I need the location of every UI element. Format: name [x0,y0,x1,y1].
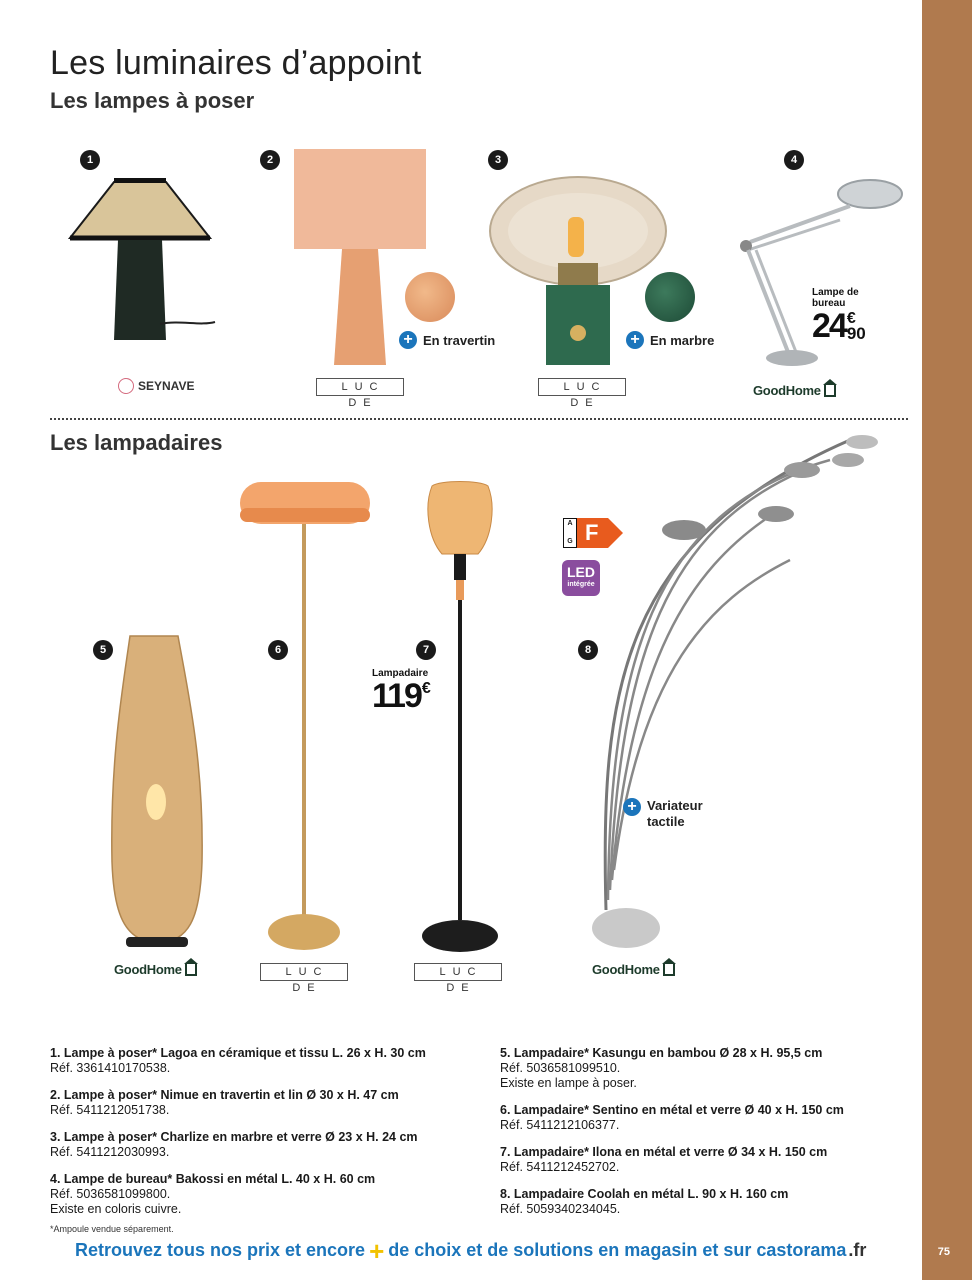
brand-logo-6: LUC DE [260,963,348,981]
goodhome-house-icon [824,385,836,397]
page-title: Les luminaires d’appoint [50,44,422,82]
goodhome-house-icon [663,964,675,976]
product-number-1: 1 [80,150,100,170]
description-item: 7. Lampadaire* Ilona en métal et verre Ø 34 x H. 150 cm Réf. 5411212452702. [500,1145,828,1174]
product-image-6[interactable] [238,478,372,954]
description-item: 2. Lampe à poser* Nimue en travertin et lin Ø 30 x H. 47 cm Réf. 5411212051738. [50,1088,399,1117]
brand-logo-3: LUC DE [538,378,626,396]
section-title-floor-lamps: Les lampadaires [50,430,223,455]
plus-icon: + [369,1235,385,1266]
brand-logo-2: LUC DE [316,378,404,396]
plus-icon: + [626,331,644,349]
product-number-3: 3 [488,150,508,170]
product-number-7: 7 [416,640,436,660]
energy-label [563,518,608,548]
product-image-8[interactable] [590,430,890,950]
led-badge: LED intégrée [562,560,600,596]
feature-tag-3: + En marbre [626,331,714,349]
section-title-table-lamps: Les lampes à poser [50,88,255,113]
price-tag-7: Lampadaire 119 € [372,668,431,715]
travertine-swatch [405,272,455,322]
descriptions-right [500,1046,910,1229]
description-item: 6. Lampadaire* Sentino en métal et verre Ø 40 x H. 150 cm Réf. 5411212106377. [500,1103,844,1132]
seynave-logo-icon [118,378,134,394]
product-number-4: 4 [784,150,804,170]
bottom-banner-link[interactable]: Retrouvez tous nos prix et encore + de choix et de solutions en magasin et sur castorama .fr [75,1235,867,1266]
price-tag-4: Lampe de bureau 24 € 90 [812,287,866,345]
plus-icon: + [623,798,641,816]
brand-logo-1: SEYNAVE [118,378,194,394]
brand-logo-8: GoodHome [592,962,675,977]
energy-scale: A G [563,518,577,548]
side-color-strip [922,0,972,1280]
description-item: 4. Lampe de bureau* Bakossi en métal L. 40 x H. 60 cm Réf. 5036581099800. Existe en coloris cuivre. [50,1172,376,1216]
marble-swatch [645,272,695,322]
brand-logo-7: LUC DE [414,963,502,981]
product-image-5[interactable] [108,632,208,952]
plus-icon: + [399,331,417,349]
brand-logo-5: GoodHome [114,962,197,977]
footnote: *Ampoule vendue séparement. [50,1224,174,1234]
product-number-5: 5 [93,640,113,660]
goodhome-house-icon [185,964,197,976]
description-item: 3. Lampe à poser* Charlize en marbre et verre Ø 23 x H. 24 cm Réf. 5411212030993. [50,1130,418,1159]
description-item: 8. Lampadaire Coolah en métal L. 90 x H. 160 cm Réf. 5059340234045. [500,1187,789,1216]
product-image-7[interactable] [418,478,502,954]
product-number-8: 8 [578,640,598,660]
brand-logo-4: GoodHome [753,383,836,398]
product-image-1[interactable] [60,170,220,350]
description-item: 1. Lampe à poser* Lagoa en céramique et tissu L. 26 x H. 30 cm Réf. 3361410170538. [50,1046,426,1075]
product-number-6: 6 [268,640,288,660]
feature-tag-2: + En travertin [399,331,495,349]
feature-tag-8: + Variateur tactile [623,798,703,830]
descriptions-left [50,1046,480,1229]
energy-class: F [577,518,608,548]
section-divider [50,418,908,420]
description-item: 5. Lampadaire* Kasungu en bambou Ø 28 x H. 95,5 cm Réf. 5036581099510. Existe en lampe à poser. [500,1046,823,1090]
product-number-2: 2 [260,150,280,170]
page-number: 75 [937,1246,950,1258]
